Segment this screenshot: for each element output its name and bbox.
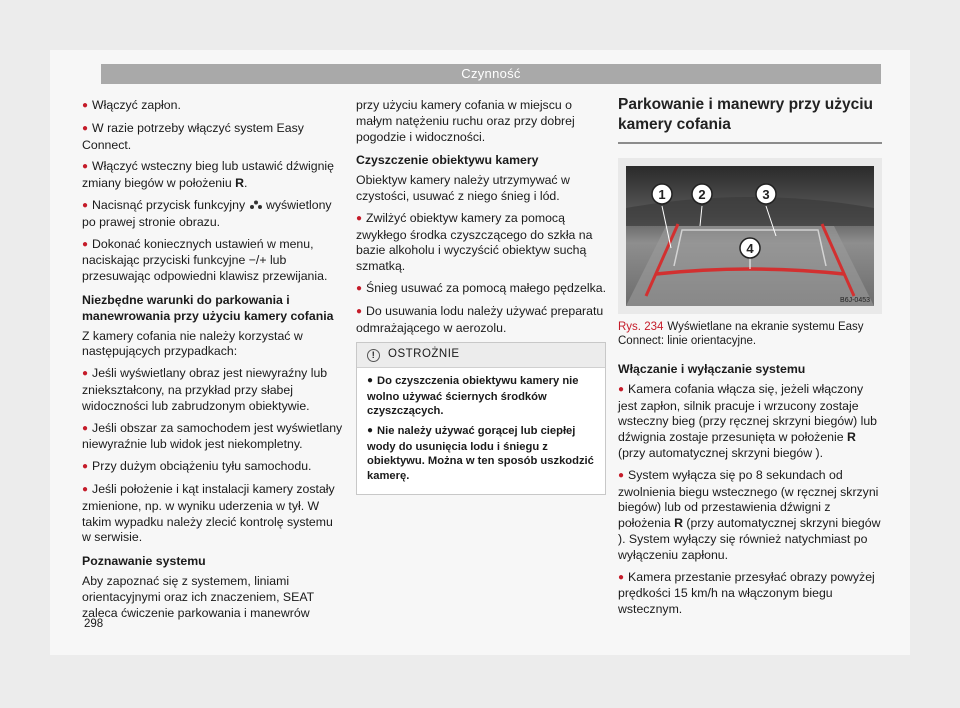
callout-2: 2 — [698, 187, 706, 202]
section-title: Parkowanie i manewry przy użyciu kamery cofania — [618, 95, 882, 144]
list-item: ● Przy dużym obciążeniu tyłu samochodu. — [82, 459, 312, 474]
list-item: ● Nie należy używać gorącej lub ciepłej wody do usunięcia lodu i śniegu z obiektywu. Można w ten sposób uszkodzić kamerę. — [367, 424, 594, 482]
figure-ref: Rys. 234 — [618, 321, 664, 333]
subheading-system: Poznawanie systemu — [82, 554, 206, 569]
warning-body — [357, 368, 605, 494]
list-item: ● Do usuwania lodu należy używać preparatu odmrażającego w aerozolu. — [356, 303, 604, 335]
bullet-icon: ● — [82, 122, 89, 134]
list-item: ● Zwilżyć obiektyw kamery za pomocą zwykłego środka czyszczącego do szkła na bazie alkoholu i wyczyścić obiektyw suchą szmatką. — [356, 210, 593, 274]
bullet-icon: ● — [367, 375, 374, 387]
warning-header — [357, 343, 605, 368]
rear-camera-illustration — [626, 166, 874, 306]
figure-caption: Rys. 234 Wyświetlane na ekranie systemu Easy Connect: linie orientacyjne. — [618, 321, 864, 347]
bullet-icon: ● — [82, 483, 89, 495]
page-number: 298 — [84, 618, 104, 630]
bullet-icon: ● — [82, 238, 89, 250]
list-item: ● Jeśli położenie i kąt instalacji kamery zostały zmienione, np. w wyniku uderzenia w tył. W takim wypadku należy zlecić kontrolę systemu w serwisie. — [82, 481, 335, 545]
bullet-icon: ● — [618, 571, 625, 583]
figure-camera-view — [618, 158, 882, 314]
list-item: ● Jeśli obszar za samochodem jest wyświetlany niewyraźnie lub widok jest niekompletny. — [82, 420, 343, 452]
manual-page — [50, 50, 910, 655]
list-item: ● Śnieg usuwać za pomocą małego pędzelka. — [356, 280, 606, 295]
bullet-icon: ● — [618, 383, 625, 395]
list-item: ● Kamera cofania włącza się, jeżeli włączony jest zapłon, silnik pracuje i wrzucony zostaje wsteczny bieg (przy ręcznej skrzyni biegów) lub dźwignia zostaje przesunięta w położenie R (przy automatycznej skrzyni biegów ). — [618, 381, 878, 460]
subheading-cleaning: Czyszczenie obiektywu kamery — [356, 153, 539, 168]
column-right — [618, 95, 882, 624]
bullet-icon: ● — [618, 469, 625, 481]
list-item: ● Włączyć wsteczny bieg lub ustawić dźwignię zmiany biegów w położeniu R. — [82, 159, 334, 191]
column-left — [82, 98, 344, 627]
list-item: ● Włączyć zapłon. — [82, 98, 181, 112]
list-item: ● Nacisnąć przycisk funkcyjny wyświetlony po prawej stronie obrazu. — [82, 197, 332, 229]
paragraph: przy użyciu kamery cofania w miejscu o małym natężeniu ruchu oraz przy dobrej pogodzie i widoczności. — [356, 98, 575, 144]
paragraph: Aby zapoznać się z systemem, liniami orientacyjnymi oraz ich znaczeniem, SEAT zaleca ćwiczenie parkowania i manewrów — [82, 573, 314, 620]
subheading-conditions: Niezbędne warunki do parkowania i manewrowania przy użyciu kamery cofania — [82, 292, 334, 323]
list-item: ● Dokonać koniecznych ustawień w menu, naciskając przyciski funkcyjne −/+ lub przesuwając odpowiedni klawisz przewijania. — [82, 236, 328, 284]
list-item: ● Do czyszczenia obiektywu kamery nie wolno używać ściernych środków czyszczących. — [367, 375, 579, 418]
warning-title: OSTROŻNIE — [388, 348, 460, 361]
warning-icon: ! — [367, 349, 380, 362]
section-header: Czynność — [101, 64, 881, 84]
callout-3: 3 — [762, 187, 770, 202]
figure-code: B6J-0453 — [840, 297, 870, 304]
bullet-icon: ● — [356, 282, 363, 294]
paragraph: Z kamery cofania nie należy korzystać w następujących przypadkach: — [82, 328, 303, 359]
bullet-icon: ● — [82, 368, 89, 380]
paragraph: Obiektyw kamery należy utrzymywać w czystości, usuwać z niego śnieg i lód. — [356, 173, 570, 203]
callout-1: 1 — [658, 187, 666, 202]
callout-4: 4 — [746, 241, 754, 256]
column-middle — [356, 98, 606, 495]
bullet-icon: ● — [82, 461, 89, 473]
warning-box — [356, 342, 606, 495]
bullet-icon: ● — [82, 199, 89, 211]
bullet-icon: ● — [82, 100, 89, 111]
subheading-on-off: Włączanie i wyłączanie systemu — [618, 362, 806, 376]
camera-lines-icon — [249, 200, 263, 210]
bullet-icon: ● — [82, 161, 89, 173]
list-item: ● W razie potrzeby włączyć system Easy Connect. — [82, 120, 304, 152]
list-item: ● Jeśli wyświetlany obraz jest niewyraźny lub zniekształcony, na przykład przy słabej widoczności lub zabrudzonym obiektywie. — [82, 366, 328, 413]
list-item: ● Kamera przestanie przesyłać obrazy powyżej prędkości 15 km/h na włączonym biegu wstecznym. — [618, 569, 875, 617]
bullet-icon: ● — [356, 305, 363, 317]
bullet-icon: ● — [367, 424, 374, 436]
bullet-icon: ● — [356, 212, 363, 224]
bullet-icon: ● — [82, 422, 89, 434]
list-item: ● System wyłącza się po 8 sekundach od zwolnienia biegu wstecznego (w ręcznej skrzyni biegów) lub od przestawienia dźwigni z położenia R (przy automatycznej skrzyni biegów ). System wyłączy się również natychmiast po wyłączeniu zapłonu. — [618, 467, 881, 562]
